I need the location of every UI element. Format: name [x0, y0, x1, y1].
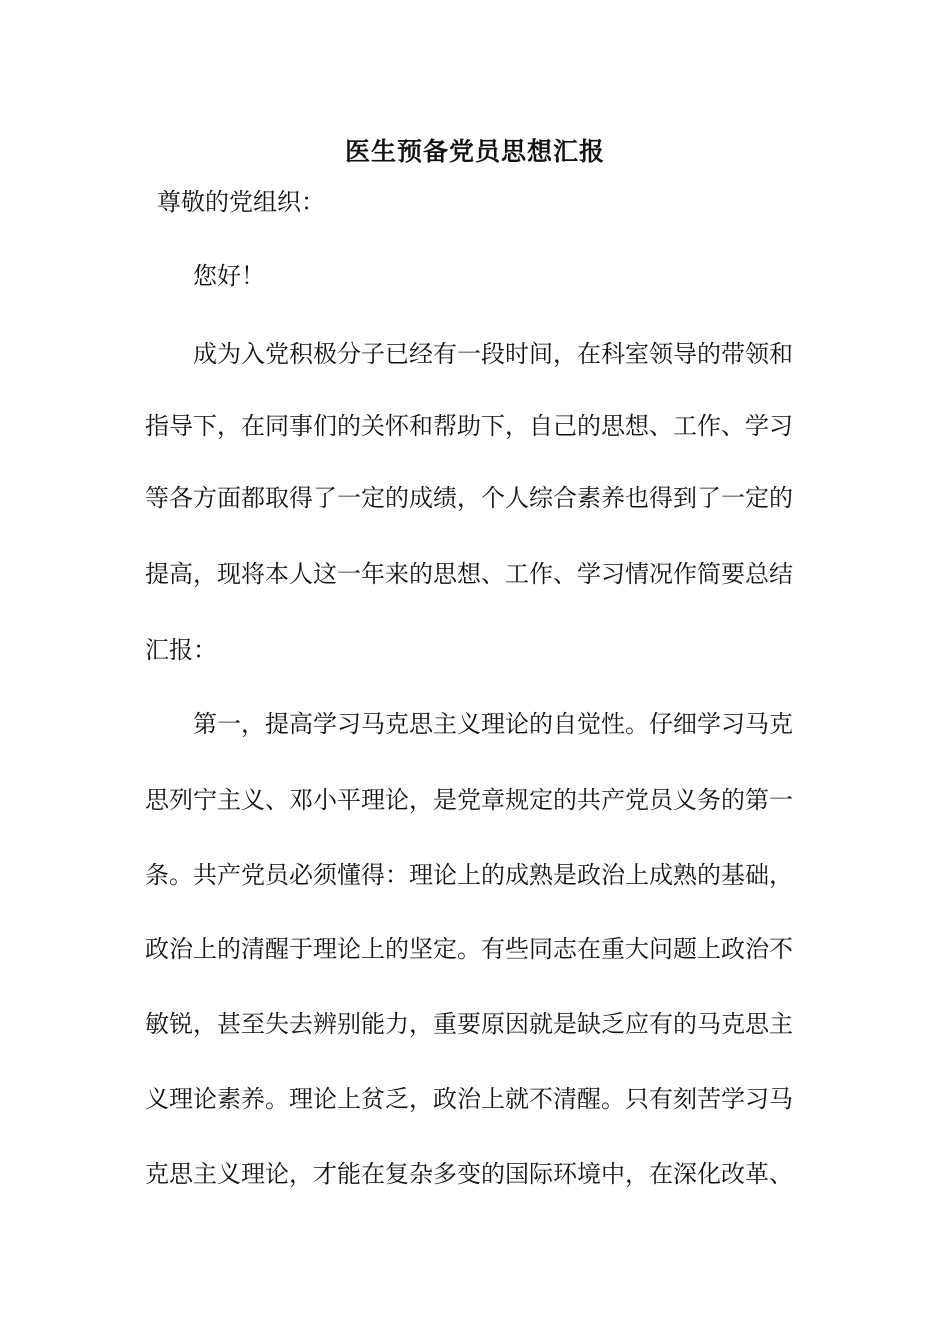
paragraph-line: 等各方面都取得了一定的成绩，个人综合素养也得到了一定的 — [145, 484, 793, 512]
paragraph-line: 指导下，在同事们的关怀和帮助下，自己的思想、工作、学习 — [145, 412, 793, 440]
paragraph-line: 敏锐，甚至失去辨别能力，重要原因就是缺乏应有的马克思主 — [145, 1010, 793, 1038]
paragraph-line: 第一，提高学习马克思主义理论的自觉性。仔细学习马克 — [193, 710, 793, 738]
paragraph-line: 成为入党积极分子已经有一段时间，在科室领导的带领和 — [193, 340, 793, 368]
paragraph-line: 条。共产党员必须懂得：理论上的成熟是政治上成熟的基础， — [145, 861, 793, 889]
paragraph-line: 政治上的清醒于理论上的坚定。有些同志在重大问题上政治不 — [145, 935, 793, 963]
paragraph-line: 克思主义理论，才能在复杂多变的国际环境中，在深化改革、 — [145, 1160, 793, 1188]
greeting: 您好！ — [193, 262, 265, 290]
document-title: 医生预备党员思想汇报 — [344, 137, 605, 166]
salutation: 尊敬的党组织： — [157, 188, 325, 216]
paragraph-line: 思列宁主义、邓小平理论，是党章规定的共产党员义务的第一 — [145, 786, 793, 814]
paragraph-line: 义理论素养。理论上贫乏，政治上就不清醒。只有刻苦学习马 — [145, 1085, 793, 1113]
paragraph-line: 提高，现将本人这一年来的思想、工作、学习情况作简要总结 — [145, 560, 793, 588]
paragraph-line: 汇报： — [145, 636, 217, 664]
